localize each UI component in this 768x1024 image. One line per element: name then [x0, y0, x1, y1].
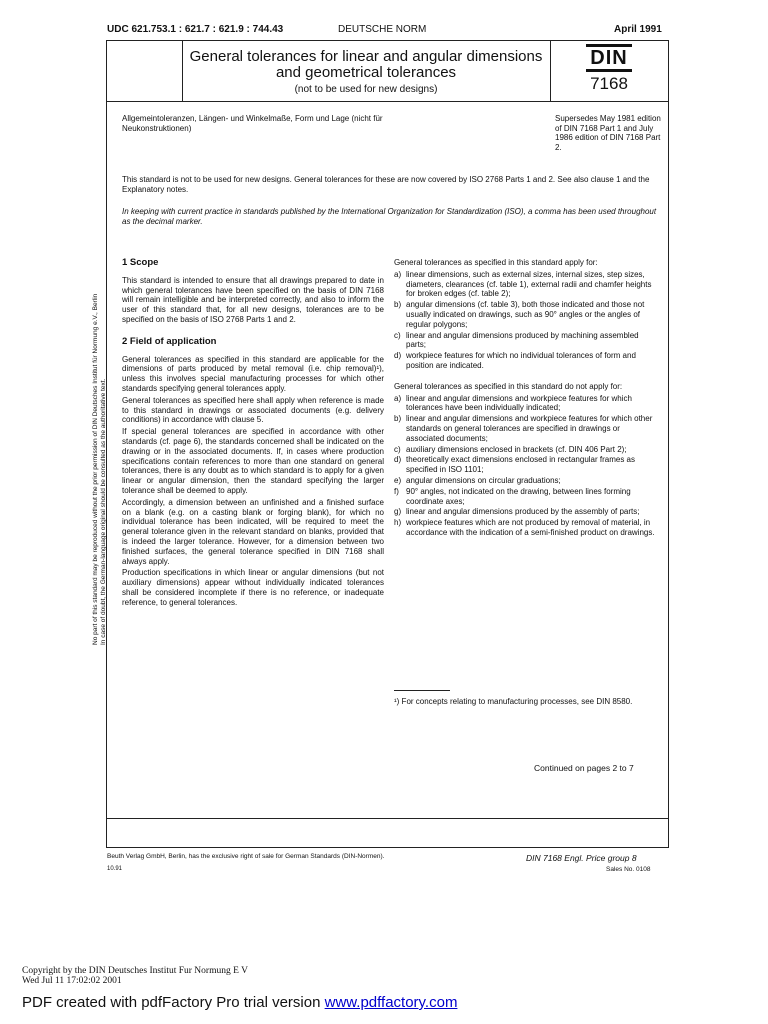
copyright-line-2: Wed Jul 11 17:02:02 2001 — [22, 976, 122, 986]
din-logo-text: DIN — [586, 44, 631, 72]
item-text: linear and angular dimensions produced by the assembly of parts; — [406, 507, 640, 517]
field-paragraph: General tolerances as specified in this standard are applicable for the dimensions of parts produced by metal removal (i.e. chip removal)¹), unless this involves special manufacturing processes for which other standards specifying general tolerances apply. — [122, 354, 384, 393]
side-copyright-note — [84, 245, 107, 645]
scope-heading: 1 Scope — [122, 257, 159, 268]
continued-note: Continued on pages 2 to 7 — [534, 763, 634, 773]
item-label: c) — [394, 444, 401, 454]
item-label: a) — [394, 393, 402, 403]
item-label: g) — [394, 507, 402, 517]
not-apply-intro: General tolerances as specified in this standard do not apply for: — [394, 381, 623, 391]
copyright-line-1: Copyright by the DIN Deutsches Institut Fur Normung E V — [22, 966, 248, 976]
item-label: d) — [394, 351, 402, 361]
list-item — [394, 300, 656, 329]
item-label: d) — [394, 455, 402, 465]
field-paragraph: Production specifications in which linear or angular dimensions (but not auxiliary dimensions) appear without individually indicated tolerances shall be considered incomplete if there is no reference, or inadequate reference, to general tolerances. — [122, 568, 384, 607]
item-label: c) — [394, 330, 401, 340]
item-text: linear dimensions, such as external sizes, internal sizes, step sizes, diameters, clearances (cf. table 1), external radii and chamfer heights for broken edges (cf. table 2); — [406, 269, 652, 299]
item-text: workpiece features for which no individual tolerances of form and position are indicated. — [406, 351, 636, 370]
footnote-divider — [394, 690, 450, 691]
item-text: 90° angles, not indicated on the drawing, between lines forming coordinate axes; — [406, 486, 631, 506]
item-text: workpiece features which are not produced by removal of material, in accordance with the indication of a semi-finished product on drawings. — [406, 518, 655, 537]
header-divider-left — [182, 40, 183, 101]
din-reference: DIN 7168 Engl. Price group 8 — [526, 853, 637, 863]
print-code: 10.91 — [107, 866, 123, 872]
not-apply-list — [394, 394, 656, 538]
pdf-creator-note — [22, 994, 457, 1011]
copyright-stamp — [22, 966, 248, 986]
field-paragraph: General tolerances as specified here shall apply when reference is made to this standard in drawings or associated documents (e.g. delivery conditions) in accordance with clause 5. — [122, 395, 384, 425]
item-text: auxiliary dimensions enclosed in brackets (cf. DIN 406 Part 2); — [406, 444, 627, 454]
list-item — [394, 455, 656, 475]
supersedes-note: Supersedes May 1981 edition of DIN 7168 Part 1 and July 1986 edition of DIN 7168 Part 2. — [555, 114, 661, 152]
item-text: linear and angular dimensions and workpiece features for which other standards on general tolerances are specified in drawings or associated documents; — [406, 414, 653, 443]
apply-list — [394, 270, 656, 371]
sales-number: Sales No. 0108 — [606, 866, 651, 873]
side-note-line-1: No part of this standard may be reproduced without the prior permission of DIN Deutsches Institut für Normung e.V., Berlin — [92, 293, 99, 645]
issue-date: April 1991 — [614, 24, 662, 35]
side-note-line-2: In case of doubt, the German-language original should be consulted as the authoritative text. — [100, 378, 107, 645]
document-title: General tolerances for linear and angular dimensions and geometrical tolerances — [189, 48, 543, 81]
list-item — [394, 414, 656, 443]
deutsche-norm-label: DEUTSCHE NORM — [338, 24, 427, 35]
field-paragraph: Accordingly, a dimension between an unfinished and a finished surface on a blank (e.g. on a casting blank or forging blank), for which no individual tolerance has been indicated, will be required to meet the general tolerance given in the relevant standard on blanks, provided that is indeed the larger tolerance. However, for a dimension between two finished surfaces, the general tolerance specified in DIN 7168 shall always apply. — [122, 497, 384, 566]
apply-intro: General tolerances as specified in this standard apply for: — [394, 258, 598, 267]
item-text: theoretically exact dimensions enclosed in rectangular frames as specified in ISO 1101; — [406, 455, 636, 475]
item-label: h) — [394, 518, 402, 528]
field-paragraph: If special general tolerances are specified in accordance with other standards (cf. page 6), the standards concerned shall be indicated on the drawing or in the associated documents. If, in cases where production specifications contain references to more than one standard on general tolerances, there is any doubt as to which standard is to apply for a given linear or angular dimension, then the standard specifying the larger tolerance shall be deemed to apply. — [122, 427, 384, 495]
publisher-note: Beuth Verlag GmbH, Berlin, has the exclusive right of sale for German Standards (DIN-Normen). — [107, 853, 385, 860]
item-text: linear and angular dimensions produced by machining assembled parts; — [406, 330, 639, 350]
field-heading: 2 Field of application — [122, 335, 217, 347]
right-column — [394, 258, 656, 539]
list-item — [394, 518, 656, 538]
list-item — [394, 507, 656, 517]
list-item — [394, 394, 656, 414]
list-item — [394, 270, 656, 299]
footnote: ¹) For concepts relating to manufacturing processes, see DIN 8580. — [394, 697, 633, 706]
list-item — [394, 351, 656, 371]
left-column — [122, 258, 384, 610]
list-item — [394, 331, 656, 351]
footer-divider — [106, 818, 669, 819]
item-label: f) — [394, 486, 399, 496]
item-text: linear and angular dimensions and workpiece features for which tolerances have been individually indicated; — [406, 393, 632, 413]
german-title: Allgemeintoleranzen, Längen- und Winkelmaße, Form und Lage (nicht für Neukonstruktionen) — [122, 114, 383, 133]
pdffactory-link[interactable]: www.pdffactory.com — [324, 994, 458, 1011]
list-item — [394, 476, 656, 486]
din-logo — [568, 47, 650, 70]
decimal-marker-note: In keeping with current practice in standards published by the International Organization for Standardization (ISO), a comma has been used throughout as the decimal marker. — [122, 207, 657, 226]
header-divider-right — [550, 40, 551, 101]
pdf-creator-text: PDF created with pdfFactory Pro trial version — [22, 994, 325, 1011]
header-divider — [106, 101, 669, 102]
list-item — [394, 487, 656, 507]
list-item — [394, 445, 656, 455]
document-subtitle: (not to be used for new designs) — [294, 84, 438, 95]
item-label: e) — [394, 475, 402, 485]
udc-code: UDC 621.753.1 : 621.7 : 621.9 : 744.43 — [107, 24, 284, 35]
item-label: b) — [394, 414, 402, 424]
item-text: angular dimensions on circular graduations; — [406, 475, 561, 485]
item-text: angular dimensions (cf. table 3), both those indicated and those not usually indicated on drawings, such as 90° angles or the angles of regular polygons; — [406, 300, 645, 329]
din-number: 7168 — [590, 74, 628, 93]
new-design-notice: This standard is not to be used for new designs. General tolerances for these are now covered by ISO 2768 Parts 1 and 2. See also clause 1 and the Explanatory notes. — [122, 175, 650, 194]
scope-text: This standard is intended to ensure that all drawings prepared to date in which general tolerances have been specified on the basis of DIN 7168 will remain intelligible and be interpreted correctly, and also to inform the user of this standard that, for all new designs, tolerances are to be specified on the basis of ISO 2768 Parts 1 and 2. — [122, 275, 384, 324]
item-label: a) — [394, 269, 402, 279]
item-label: b) — [394, 300, 402, 310]
